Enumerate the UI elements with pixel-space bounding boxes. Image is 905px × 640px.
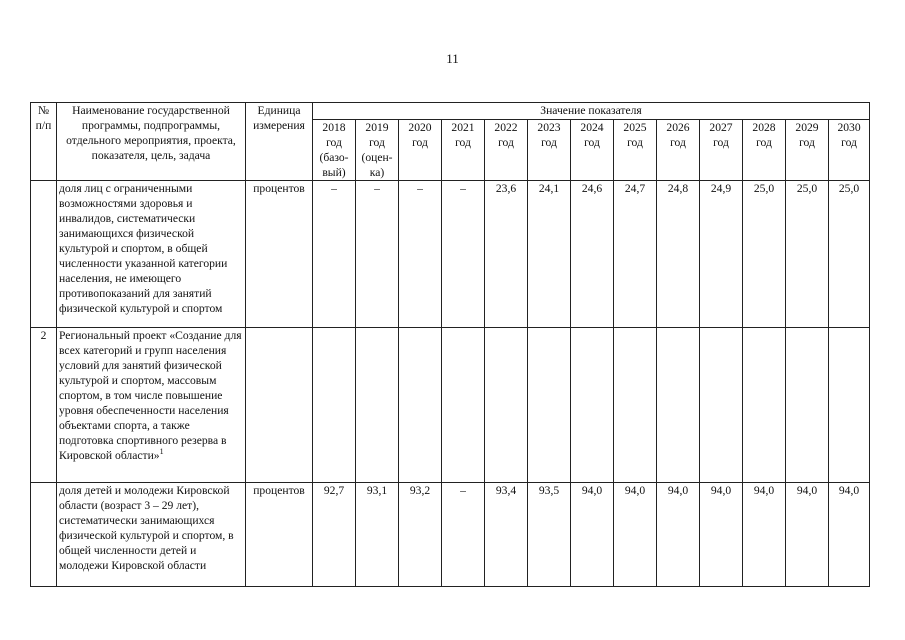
row-value: [571, 328, 614, 483]
header-year-line: 2028: [752, 121, 776, 134]
row-value: –: [313, 181, 356, 328]
row-value: 24,9: [700, 181, 743, 328]
row-value: 24,6: [571, 181, 614, 328]
table-row: [31, 181, 870, 328]
header-year: [442, 120, 485, 181]
header-year: [356, 120, 399, 181]
header-year-line: 2026: [666, 121, 690, 134]
header-year: [829, 120, 870, 181]
header-year-line: год: [841, 136, 857, 149]
row-value: 25,0: [829, 181, 870, 328]
table-body: [31, 181, 870, 587]
header-year-line: 2019: [365, 121, 389, 134]
header-unit: Единица измерения: [246, 103, 313, 181]
row-value: [657, 328, 700, 483]
page-number: 11: [446, 51, 459, 66]
row-number: [31, 181, 57, 328]
indicator-table: [30, 102, 870, 587]
row-value: [313, 328, 356, 483]
header-year-line: год: [455, 136, 471, 149]
row-value: [485, 328, 528, 483]
row-value: 24,7: [614, 181, 657, 328]
header-year: [700, 120, 743, 181]
row-unit: процентов: [246, 181, 313, 328]
row-value: [528, 328, 571, 483]
row-value: 94,0: [700, 483, 743, 587]
header-name: Наименование государственной программы, подпрограммы, отдельного мероприятия, проекта, показателя, цель, задача: [57, 103, 246, 181]
header-year: [485, 120, 528, 181]
header-year-line: год: [326, 136, 342, 149]
header-year-line: 2027: [709, 121, 733, 134]
header-year-line: год: [627, 136, 643, 149]
row-value: 93,4: [485, 483, 528, 587]
header-year-line: 2023: [537, 121, 561, 134]
row-value: 94,0: [657, 483, 700, 587]
header-year-line: (оцен-: [361, 151, 393, 164]
table-row: [31, 483, 870, 587]
row-number: [31, 483, 57, 587]
row-value: –: [399, 181, 442, 328]
row-value: 93,5: [528, 483, 571, 587]
header-year-line: год: [756, 136, 772, 149]
row-value: –: [442, 483, 485, 587]
row-unit: [246, 328, 313, 483]
header-year: [313, 120, 356, 181]
header-year-line: год: [498, 136, 514, 149]
row-value: 23,6: [485, 181, 528, 328]
row-value: 25,0: [786, 181, 829, 328]
row-value: [442, 328, 485, 483]
row-value: [829, 328, 870, 483]
header-year-line: 2018: [322, 121, 346, 134]
row-unit: процентов: [246, 483, 313, 587]
row-value: 94,0: [743, 483, 786, 587]
header-year-line: год: [670, 136, 686, 149]
row-value: –: [442, 181, 485, 328]
header-year-line: (базо-: [319, 151, 349, 164]
row-value: [700, 328, 743, 483]
row-value: [356, 328, 399, 483]
header-year-line: 2029: [795, 121, 819, 134]
footnote-marker: 1: [159, 447, 164, 457]
header-year-line: год: [412, 136, 428, 149]
row-value: 94,0: [786, 483, 829, 587]
row-value: 25,0: [743, 181, 786, 328]
row-value: 24,1: [528, 181, 571, 328]
header-row-1: [31, 103, 870, 120]
header-year-line: вый): [322, 166, 346, 179]
header-year: [399, 120, 442, 181]
row-value: [743, 328, 786, 483]
row-number: 2: [31, 328, 57, 483]
row-value: 94,0: [829, 483, 870, 587]
header-year: [571, 120, 614, 181]
row-value: 94,0: [614, 483, 657, 587]
header-year-line: 2020: [408, 121, 432, 134]
header-year-line: год: [369, 136, 385, 149]
table-row: [31, 328, 870, 483]
header-year-line: 2030: [837, 121, 861, 134]
header-year-line: 2021: [451, 121, 475, 134]
row-value: [399, 328, 442, 483]
header-year-line: 2025: [623, 121, 647, 134]
row-name: доля лиц с ограниченными возможностями здоровья и инвалидов, систематически занимающихся физической культурой и спортом, в общей численности указанной категории населения, не имеющего противопоказаний для занятий физической культурой и спортом: [57, 181, 246, 328]
header-year: [528, 120, 571, 181]
row-value: 92,7: [313, 483, 356, 587]
header-year-line: год: [584, 136, 600, 149]
header-year-line: 2022: [494, 121, 518, 134]
row-value: 94,0: [571, 483, 614, 587]
header-year-line: год: [799, 136, 815, 149]
header-year: [614, 120, 657, 181]
header-year-line: год: [713, 136, 729, 149]
header-year: [786, 120, 829, 181]
header-year-line: 2024: [580, 121, 604, 134]
header-year-line: ка): [369, 166, 385, 179]
row-name: Региональный проект «Создание для всех категорий и групп населения условий для занятий физической культурой и спортом, массовым спортом, в том числе повышение уровня обеспеченности населения объектами спорта, а также подготовка спортивного резерва в Кировской области»$^1$: [57, 328, 246, 483]
row-value: 93,2: [399, 483, 442, 587]
row-value: [786, 328, 829, 483]
row-value: –: [356, 181, 399, 328]
header-year-line: год: [541, 136, 557, 149]
row-name: доля детей и молодежи Кировской области (возраст 3 – 29 лет), систематически занимающихся физической культурой и спортом, в общей численности детей и молодежи Кировской области: [57, 483, 246, 587]
header-num: № п/п: [31, 103, 57, 181]
header-value-group: Значение показателя: [313, 103, 870, 120]
header-year: [657, 120, 700, 181]
row-value: 24,8: [657, 181, 700, 328]
header-year: [743, 120, 786, 181]
row-value: [614, 328, 657, 483]
row-value: 93,1: [356, 483, 399, 587]
